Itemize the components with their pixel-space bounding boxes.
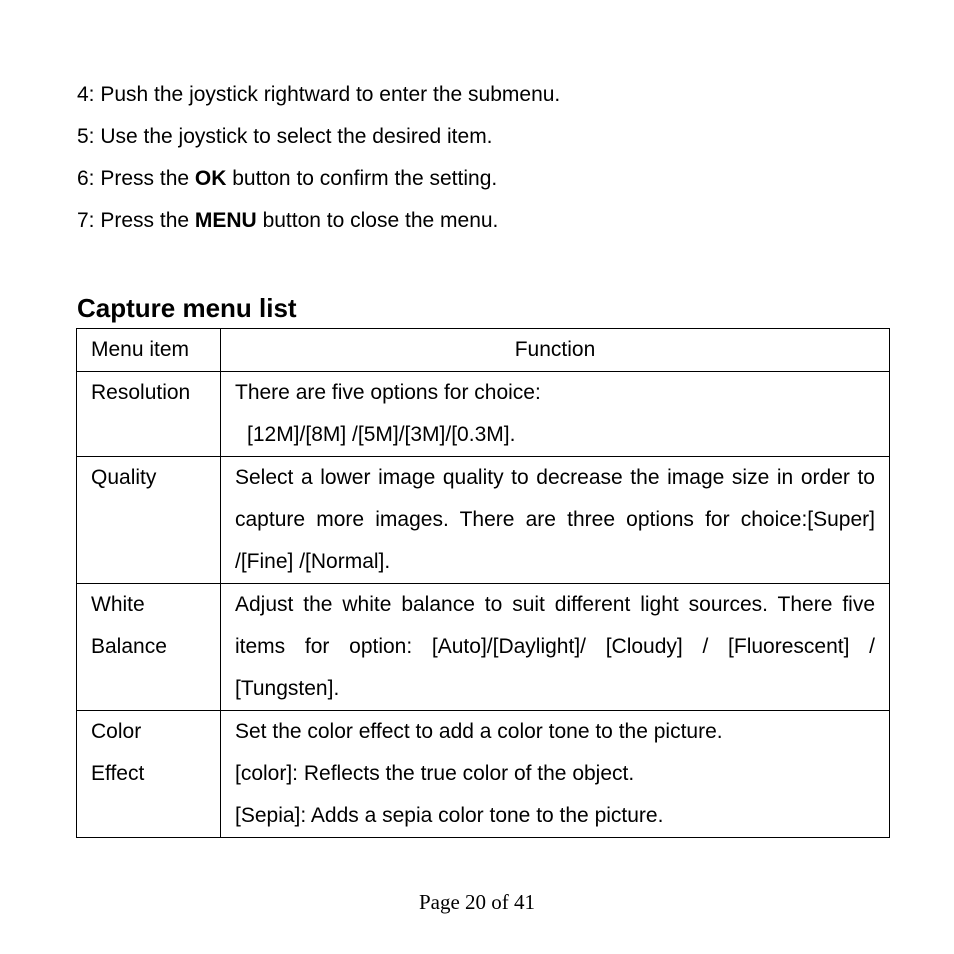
- instruction-steps: [77, 84, 897, 252]
- row-resolution-item: [77, 372, 221, 457]
- row-white-balance-item: [77, 584, 221, 711]
- step-7-text-after: button to close the menu.: [256, 209, 499, 232]
- menu-button-label: MENU: [194, 209, 257, 232]
- header-menu-item: Menu item: [77, 329, 221, 372]
- ok-button-label: OK: [194, 167, 227, 190]
- step-6-text-before: 6: Press the: [77, 167, 195, 190]
- row-quality-item: [77, 457, 221, 584]
- step-4: [77, 84, 897, 105]
- function-text: Select a lower image quality to decrease the image size in order to capture more images. There are three options for choice:[Super] /[Fine] /[Normal].: [235, 466, 875, 573]
- section-title: Capture menu list: [77, 293, 297, 323]
- function-line: Set the color effect to add a color tone to the picture.: [235, 720, 723, 743]
- table-header-row: [77, 329, 890, 372]
- step-5: [77, 126, 897, 147]
- step-6-text-after: button to confirm the setting.: [226, 167, 498, 190]
- row-resolution-function: [221, 372, 890, 457]
- step-6: [77, 168, 897, 189]
- item-name: Quality: [91, 466, 157, 489]
- table-row: [77, 372, 890, 457]
- item-name: Resolution: [91, 381, 191, 404]
- page-footer: Page 20 of 41: [418, 890, 536, 914]
- row-color-effect-item: [77, 711, 221, 838]
- item-name-line: Color: [91, 720, 142, 743]
- row-quality-function: [221, 457, 890, 584]
- step-5-text: 5: Use the joystick to select the desired item.: [77, 125, 493, 148]
- table-row: [77, 711, 890, 838]
- item-name-line: Balance: [91, 635, 167, 658]
- item-name-line: White: [91, 593, 145, 616]
- table-row: [77, 457, 890, 584]
- header-function: Function: [221, 329, 890, 372]
- table-row: [77, 584, 890, 711]
- function-text: Adjust the white balance to suit different light sources. There five items for option: [Auto]/[Daylight]/ [Cloudy] / [Fluorescent] / [Tungsten].: [235, 593, 875, 700]
- row-color-effect-function: [221, 711, 890, 838]
- function-line: [color]: Reflects the true color of the object.: [235, 762, 635, 785]
- row-white-balance-function: [221, 584, 890, 711]
- step-4-text: 4: Push the joystick rightward to enter the submenu.: [77, 83, 561, 106]
- capture-menu-table: [76, 328, 890, 838]
- step-7-text-before: 7: Press the: [77, 209, 195, 232]
- function-line: [Sepia]: Adds a sepia color tone to the picture.: [235, 804, 664, 827]
- function-line: There are five options for choice:: [235, 381, 541, 404]
- function-line: [12M]/[8M] /[5M]/[3M]/[0.3M].: [247, 423, 516, 446]
- item-name-line: Effect: [91, 762, 145, 785]
- step-7: [77, 210, 897, 231]
